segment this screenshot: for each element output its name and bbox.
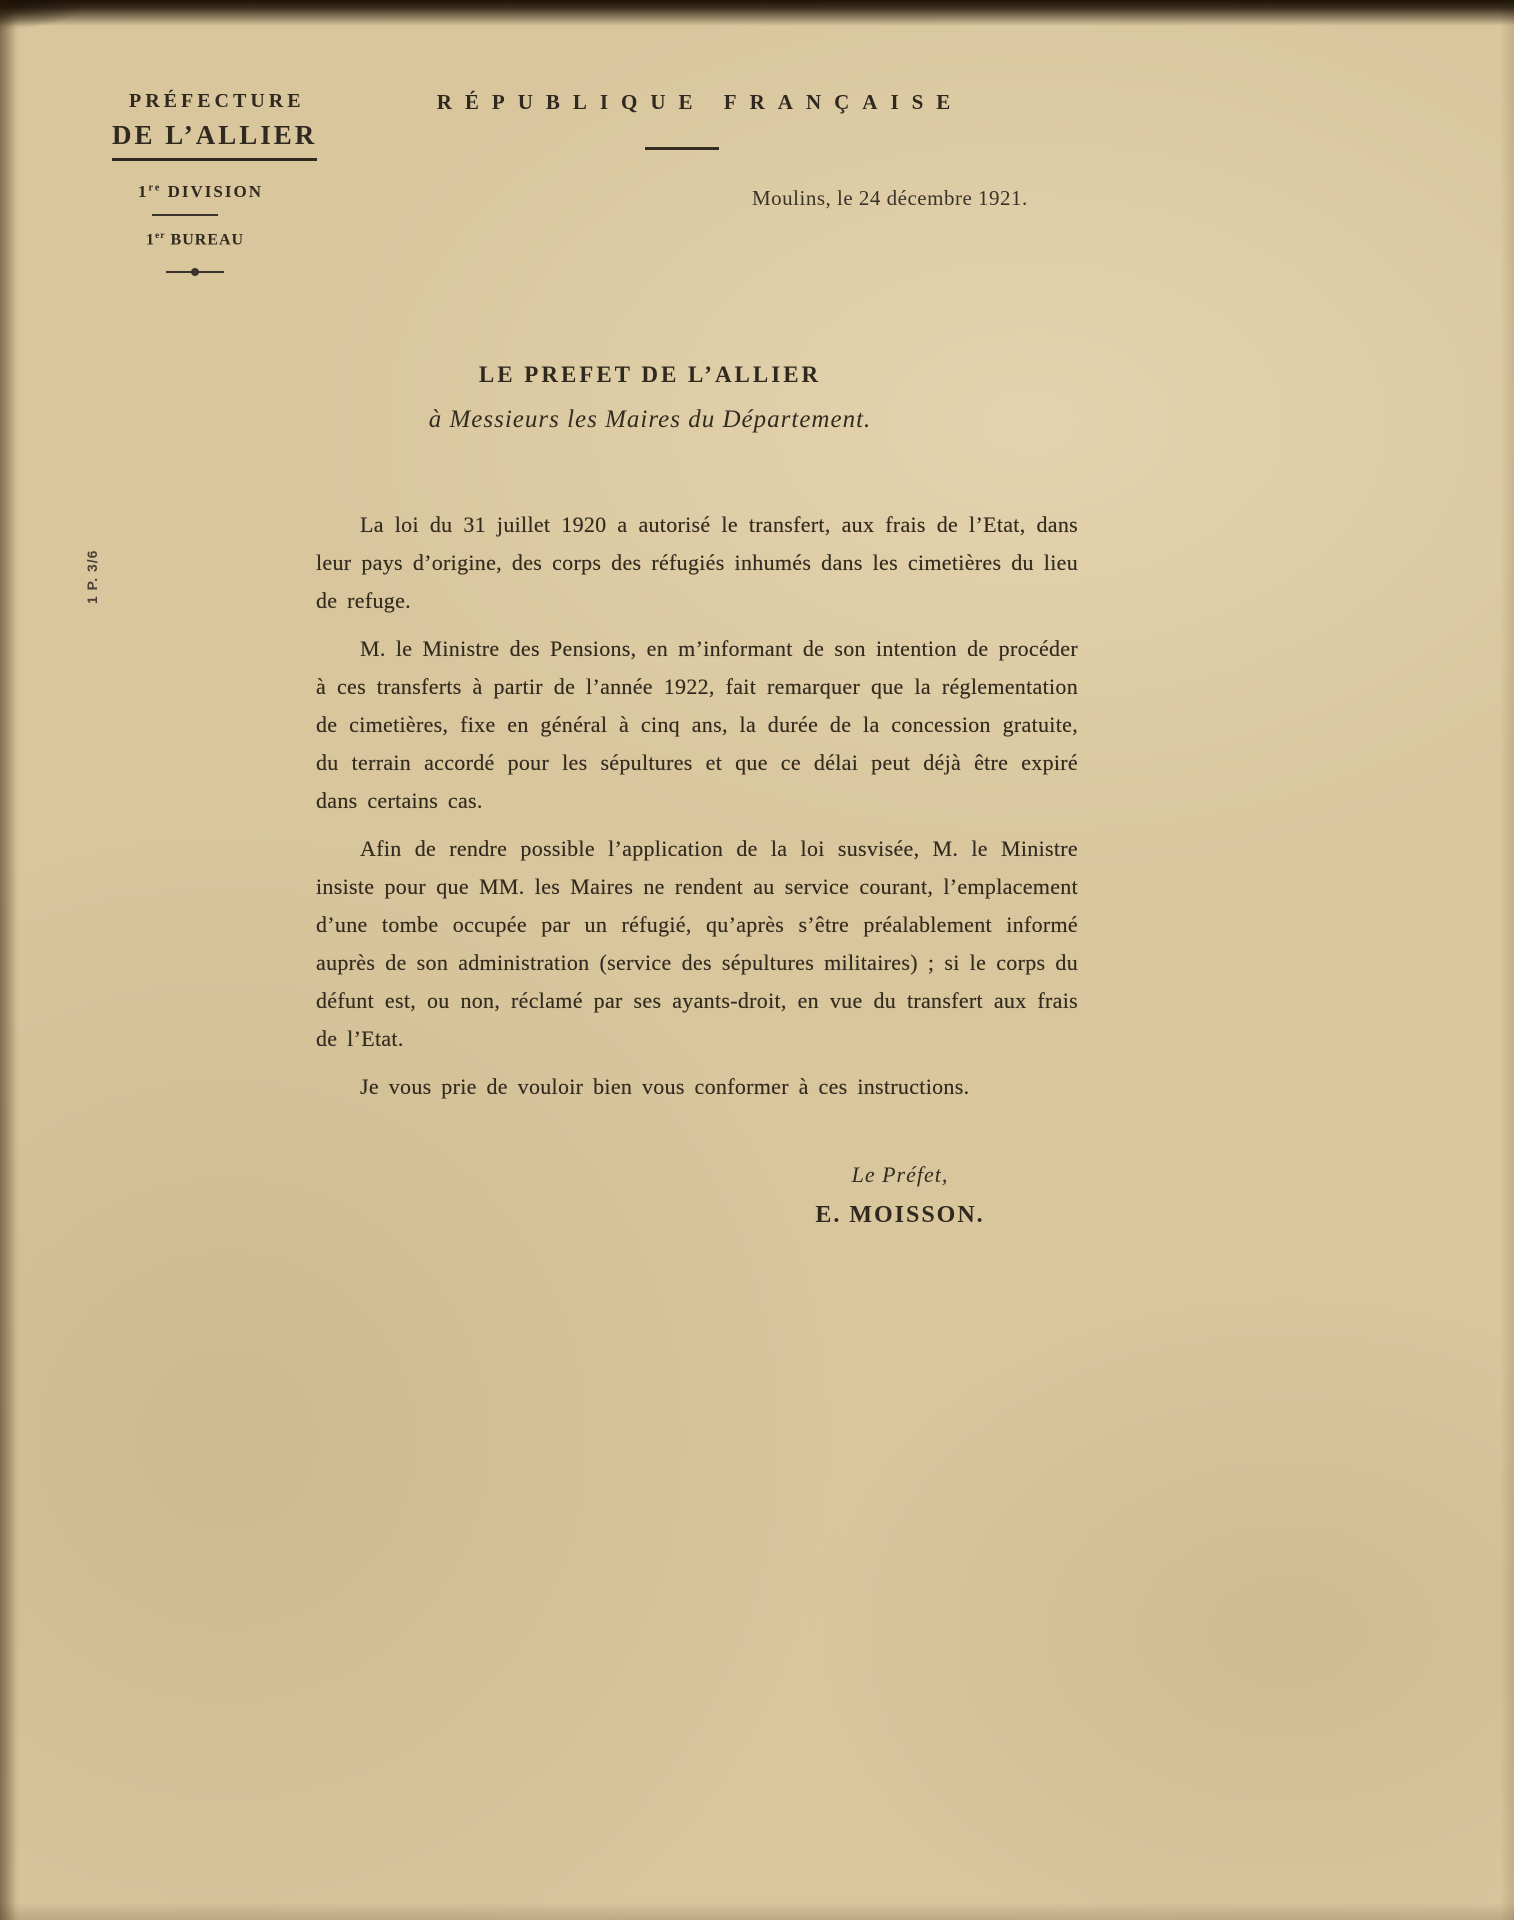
division-ordinal: re bbox=[148, 182, 162, 194]
division-label: DIVISION bbox=[161, 182, 263, 201]
republic-heading: RÉPUBLIQUE FRANÇAISE bbox=[436, 90, 964, 114]
letter-body bbox=[316, 506, 1078, 1116]
paragraph-1: La loi du 31 juillet 1920 a autorisé le transfert, aux frais de l’Etat, dans leur pays d’origine, des corps des réfugiés inhumés dans les cimetières du lieu de refuge. bbox=[316, 512, 1078, 613]
paper-left-edge bbox=[0, 0, 16, 1920]
letterhead-office-line2: DE L’ALLIER bbox=[112, 120, 317, 161]
paper-top-left-edge bbox=[0, 0, 120, 40]
paragraph-3: Afin de rendre possible l’application de la loi susvisée, M. le Ministre insiste pour que MM. les Maires ne rendent au service courant, l’emplacement d’une tombe occupée par un réfugié, qu’après s’être préalablement informé auprès de son administration (service des sépultures militaires) ; si le corps du défunt est, ou non, réclamé par ses ayants-droit, en vue du transfert aux frais de l’Etat. bbox=[316, 836, 1078, 1051]
paragraph-2: M. le Ministre des Pensions, en m’informant de son intention de procéder à ces transferts à partir de l’année 1922, fait remarquer que la réglementation de cimetières, fixe en général à cinq ans, la durée de la concession gratuite, du terrain accordé pour les sépultures et que ce délai peut déjà être expiré dans certains cas. bbox=[316, 636, 1078, 813]
bureau-label: BUREAU bbox=[165, 231, 245, 249]
salutation-recipients: à Messieurs les Maires du Département. bbox=[428, 406, 872, 433]
signature-block bbox=[720, 1162, 1080, 1229]
ornament-dot-icon bbox=[191, 268, 199, 276]
salutation-sender: LE PREFET DE L’ALLIER bbox=[478, 362, 822, 387]
division-underline-rule bbox=[152, 214, 218, 216]
bureau-ordinal: er bbox=[155, 230, 166, 241]
division-number: 1 bbox=[138, 182, 149, 201]
republic-underline-rule bbox=[645, 147, 719, 150]
margin-print-stamp: 1 P. 3/6 bbox=[84, 549, 100, 604]
letterhead-division bbox=[138, 182, 263, 202]
paper-top-edge bbox=[0, 0, 1514, 26]
bureau-number: 1 bbox=[146, 231, 155, 249]
signature-name: E. MOISSON. bbox=[815, 1202, 985, 1228]
dateline: Moulins, le 24 décembre 1921. bbox=[752, 186, 1028, 210]
signature-role: Le Préfet, bbox=[851, 1162, 949, 1187]
paragraph-4: Je vous prie de vouloir bien vous conformer à ces instructions. bbox=[360, 1074, 970, 1099]
letterhead-bureau bbox=[146, 230, 244, 249]
ornament-divider-icon bbox=[166, 271, 224, 273]
letterhead-office-line1: PRÉFECTURE bbox=[129, 90, 305, 112]
